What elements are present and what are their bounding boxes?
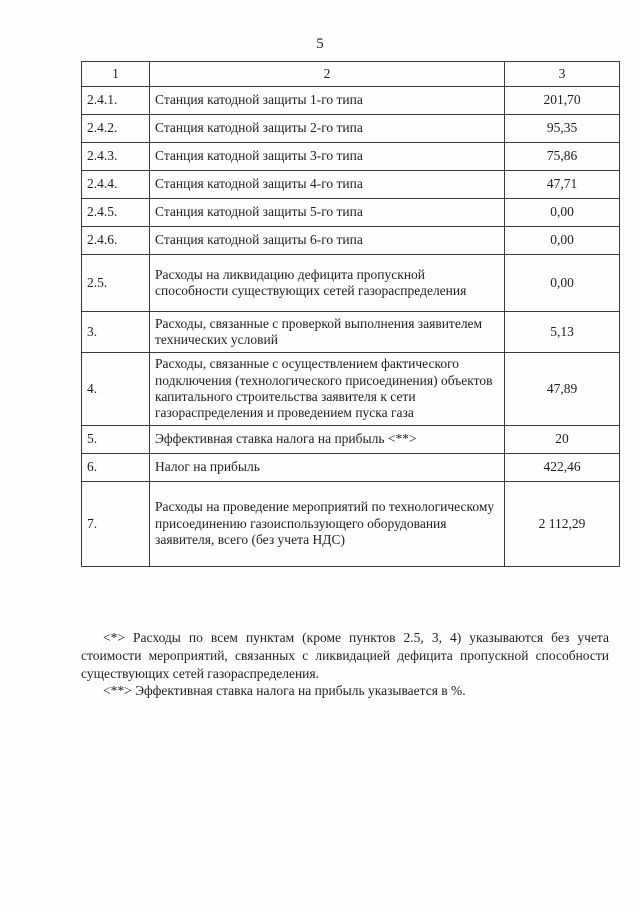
row-number: 4. [82,353,150,426]
row-description: Станция катодной защиты 2-го типа [150,115,505,143]
row-description: Станция катодной защиты 4-го типа [150,171,505,199]
header-col-1: 1 [82,62,150,87]
row-value: 422,46 [505,454,620,482]
row-value: 20 [505,426,620,454]
table-row [82,171,620,199]
footnote-1: <*> Расходы по всем пунктам (кроме пунктов 2.5, 3, 4) указываются без учета стоимости мероприятий, связанных с ликвидацией дефицита пропускной способности существующих сетей газораспределения. [81,630,609,681]
row-value: 47,89 [505,353,620,426]
row-number: 2.5. [82,255,150,312]
row-number: 6. [82,454,150,482]
table-row [82,353,620,426]
row-description: Станция катодной защиты 1-го типа [150,87,505,115]
row-description: Расходы, связанные с осуществлением фактического подключения (технологического присоединения) объектов капитального строительства заявителя к сети газораспределения и проведением пуска газа [150,353,505,426]
table-row [82,227,620,255]
row-description: Расходы на проведение мероприятий по технологическому присоединению газоиспользующего оборудования заявителя, всего (без учета НДС) [150,482,505,567]
row-description: Расходы на ликвидацию дефицита пропускной способности существующих сетей газораспределения [150,255,505,312]
row-number: 3. [82,312,150,353]
row-value: 2 112,29 [505,482,620,567]
row-number: 2.4.3. [82,143,150,171]
row-description: Эффективная ставка налога на прибыль <**> [150,426,505,454]
table-row [82,115,620,143]
row-number: 7. [82,482,150,567]
footnotes [81,629,609,700]
header-col-2: 2 [150,62,505,87]
table-row [82,87,620,115]
table-row [82,312,620,353]
cost-table [81,61,620,567]
row-value: 47,71 [505,171,620,199]
row-description: Станция катодной защиты 3-го типа [150,143,505,171]
row-number: 2.4.6. [82,227,150,255]
row-description: Расходы, связанные с проверкой выполнения заявителем технических условий [150,312,505,353]
table-row [82,199,620,227]
page-number: 5 [316,36,324,52]
row-number: 2.4.2. [82,115,150,143]
table-row [82,454,620,482]
row-value: 201,70 [505,87,620,115]
row-description: Станция катодной защиты 5-го типа [150,199,505,227]
row-number: 2.4.5. [82,199,150,227]
row-value: 0,00 [505,255,620,312]
footnote-2: <**> Эффективная ставка налога на прибыль указывается в %. [103,683,466,699]
row-value: 5,13 [505,312,620,353]
row-value: 0,00 [505,199,620,227]
header-col-3: 3 [505,62,620,87]
table-row [82,426,620,454]
table-row [82,482,620,567]
row-number: 2.4.1. [82,87,150,115]
table-row [82,255,620,312]
table-header-row [82,62,620,87]
row-value: 0,00 [505,227,620,255]
row-number: 5. [82,426,150,454]
row-value: 75,86 [505,143,620,171]
row-description: Налог на прибыль [150,454,505,482]
row-value: 95,35 [505,115,620,143]
row-description: Станция катодной защиты 6-го типа [150,227,505,255]
table-row [82,143,620,171]
row-number: 2.4.4. [82,171,150,199]
